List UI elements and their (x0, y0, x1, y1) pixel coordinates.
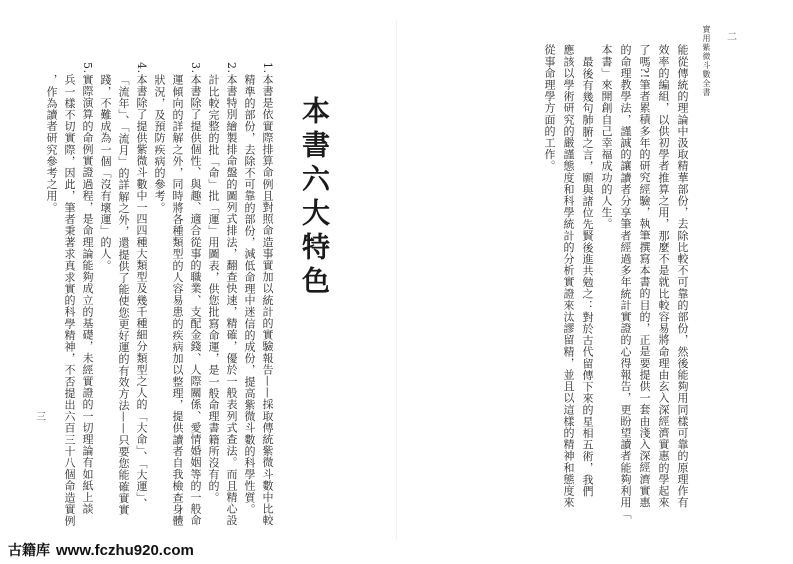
text-column: 1.本書是依實際排算命例且對照命造事實加以統計的實驗報告——採取傳統紫微斗數中比較 (261, 62, 274, 527)
text-column: 兵一樣不切實際，因此，筆者秉著求真求實的科學精神，不否提出六百三十八個命造實例 (63, 74, 76, 527)
text-column: ，作為讀者研究參考之用。 (45, 74, 58, 214)
text-column: 「流年」、「流月」的詳解之外，還提供了能使您更好運的有效方法——只要您能確實實 (117, 74, 130, 516)
page-number-right: 二 (727, 32, 737, 43)
site-watermark (8, 540, 194, 560)
text-column: 2.本書特別繪製排命盤的圖列式排法，翻查快速，精確，優於一般表列式查法。而且精心設 (225, 62, 238, 527)
text-column: 精準的部份，去除不可靠的部份，減低命理中迷信的成份，提高紫微斗數的科學性質。 (243, 74, 256, 515)
text-column: 能從傳統的理論中汲取精華部份，去除比較不可靠的部份，然後能夠用同樣可靠的原理作有 (676, 44, 689, 508)
text-column: 3.本書除了提供個性、與趣、適合從事的職業、支配金錢、人際關係、愛情婚姻等的一般命 (189, 62, 202, 527)
text-column: 本書」來開創自己幸福成功的人生。 (600, 44, 613, 230)
text-column: 計比較完整的批「命」批「運」用圖表，供您批寫命運，是一般命理書籍所沒有的。 (207, 74, 220, 504)
text-column: 5.實際演算的命例實證過程，是命理論能夠成立的基礎，未經實證的一切理論有如紙上談 (81, 62, 94, 515)
text-column: 了嗎?!筆者累積多年的研究經驗，執筆撰寫本書的目的，正是要提供一套由淺入深經濟實惠 (638, 44, 651, 508)
page-gutter (396, 20, 397, 540)
text-column: 效率的編組，以供初學者推算之用，那麼不是就比較容易將命理由玄入深經濟實惠的學起來 (657, 44, 670, 508)
text-column: 狀況，及預防疾病的參考。 (153, 74, 166, 214)
text-column: 的命理教學法，謹誠的讓讀者分享筆者經過多年統計實證的心得報告，更盼望讀者能夠利用「 (619, 44, 632, 520)
text-column: 從事命理學方面的工作。 (543, 44, 556, 172)
page-number-left: 三 (36, 412, 46, 423)
running-header: 實用紫微斗數全書 (702, 25, 711, 97)
text-column: 踐，不難成為一個「沒有壞運」的人。 (99, 74, 112, 272)
site-name: 古籍库 (8, 542, 50, 558)
text-column: 應該以學術研究的嚴謹態度和科學統計的分析實證來汰謬留精，並且以這樣的精神和態度來 (562, 44, 575, 508)
section-title: 本書六大特色 (298, 96, 331, 300)
text-column: 運傾向的詳解之外，同時將各種類型的人容易患的疾病加以整理，提供讀者自我檢查身體 (171, 74, 184, 527)
text-column: 4.本書除了提供紫微斗數中一四四種大類型及幾千種細分類型之人的「大命」、「大運」、 (135, 62, 148, 510)
text-column: 最後有幾句肺腑之言，願與諸位先賢後進共勉之：對於古代留傳下來的星相五術，我們 (581, 56, 594, 497)
site-url[interactable]: www.fczhu920.com (56, 542, 194, 559)
